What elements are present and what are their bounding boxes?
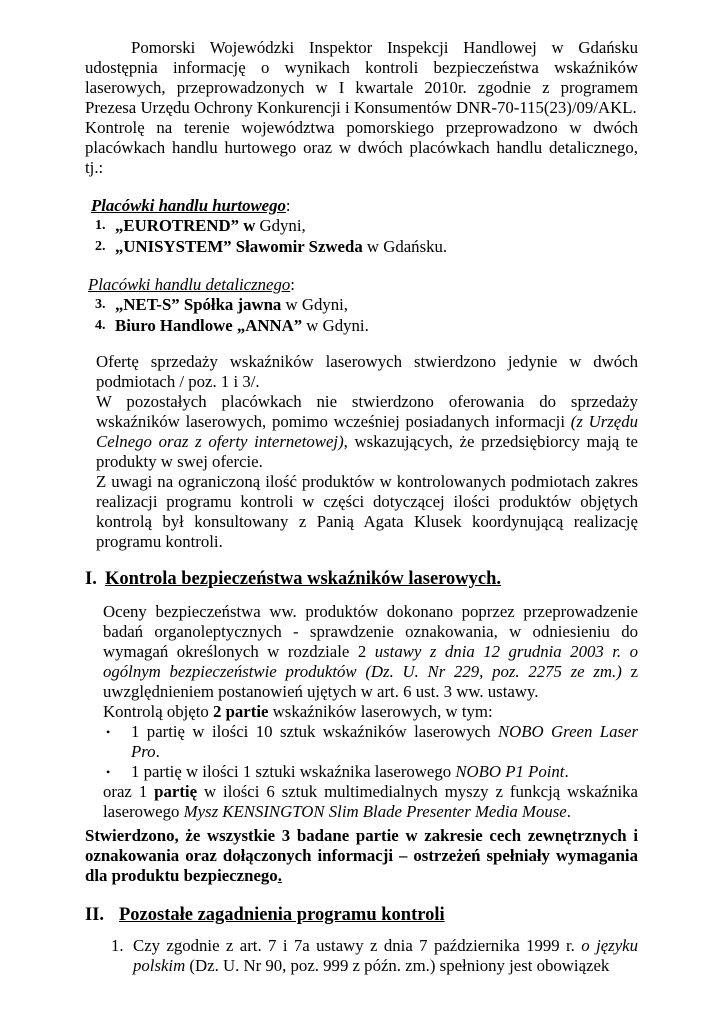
section-number: I. xyxy=(85,569,97,589)
text-run: Kontrolą objęto xyxy=(103,702,213,721)
list-number: 3. xyxy=(95,297,106,312)
wholesale-heading: Placówki handlu hurtowego xyxy=(91,196,286,215)
section-1-paragraph-3 xyxy=(103,782,638,822)
list-item xyxy=(85,295,638,316)
text-run: W pozostałych placówkach nie stwierdzono oferowania do sprzedaży wskaźników laserowych, pomimo wcześniej posiadanych informacji xyxy=(96,392,638,431)
bold-run: 2 partie xyxy=(213,702,269,721)
company-location: w Gdyni, xyxy=(281,295,348,314)
bold-run: partię xyxy=(154,782,198,801)
text-run: . xyxy=(566,802,571,821)
text-run: w ilości 6 sztuk multimedialnych myszy z funkcją wskaźnika laserowego xyxy=(103,782,638,821)
text-run: Stwierdzono, że wszystkie 3 badane partie w zakresie cech zewnętrznych i oznakowania oraz dołączonych informacji – ostrzeżeń spełniały wymagania dla produktu bezpiecznego xyxy=(85,826,638,885)
retail-heading-line xyxy=(85,275,638,295)
product-name: NOBO Green Laser Pro xyxy=(131,722,639,761)
text-run: oraz 1 xyxy=(103,782,155,801)
text-run: 1 partię w ilości 10 sztuk wskaźników laserowych xyxy=(131,722,498,741)
section-1-heading xyxy=(85,569,501,589)
company-location: w Gdańsku. xyxy=(362,237,448,256)
conclusion xyxy=(85,826,638,886)
text-run: . xyxy=(155,742,160,761)
company-location: w Gdyni. xyxy=(302,316,369,335)
findings-paragraph-1: Ofertę sprzedaży wskaźników laserowych stwierdzono jedynie w dwóch podmiotach / poz. 1 i 3/. xyxy=(96,352,638,391)
text-run: 1 partię w ilości 1 sztuki wskaźnika laserowego xyxy=(131,762,456,781)
text-run: , wskazujących, że przedsiębiorcy mają te produkty w swej ofercie. xyxy=(96,432,639,471)
list-item xyxy=(103,722,638,762)
retail-heading: Placówki handlu detalicznego xyxy=(88,275,291,294)
section-1-paragraph-2 xyxy=(103,702,638,722)
wholesale-heading-line xyxy=(85,196,638,216)
wholesale-section xyxy=(85,196,638,258)
list-number: 4. xyxy=(95,318,106,333)
findings-section xyxy=(96,352,638,552)
company-name: „NET-S” Spółka jawna xyxy=(115,295,282,314)
product-name: Mysz KENSINGTON Slim Blade Presenter Media Mouse xyxy=(183,802,567,821)
product-name: NOBO P1 Point xyxy=(455,762,565,781)
section-1-paragraph-1 xyxy=(103,602,638,702)
list-item xyxy=(85,316,638,337)
list-number: 2. xyxy=(95,239,106,254)
wholesale-heading-colon: : xyxy=(285,196,291,215)
text-run: . xyxy=(277,866,282,885)
text-run: Czy zgodnie z art. 7 i 7a ustawy z dnia 7 października 1999 r. xyxy=(133,936,582,955)
company-name: „UNISYSTEM” Sławomir Szweda xyxy=(115,237,363,256)
text-run: z uwzględnieniem postanowień ujętych w art. 6 ust. 3 ww. ustawy. xyxy=(103,662,638,701)
section-title: Kontrola bezpieczeństwa wskaźników laserowych. xyxy=(105,569,502,589)
findings-paragraph-3: Z uwagi na ograniczoną ilość produktów w kontrolowanych podmiotach zakres realizacji programu kontroli w części dotyczącej ilości produktów objętych kontrolą był konsultowany z Panią Agata Klusek koordynującą realizację programu kontroli. xyxy=(96,472,638,551)
retail-heading-colon: : xyxy=(290,275,295,294)
section-2-heading xyxy=(85,905,445,925)
section-2-body xyxy=(104,936,638,976)
intro-paragraph-1: Pomorski Wojewódzki Inspektor Inspekcji Handlowej w Gdańsku udostępnia informację o wynikach kontroli bezpieczeństwa wskaźników laserowych, przeprowadzonych w I kwartale 2010r. zgodnie z programem Prezesa Urzędu Ochrony Konkurencji i Konsumentów DNR-70-115(23)/09/AKL. xyxy=(85,38,638,117)
list-item xyxy=(85,216,638,237)
list-number: 1. xyxy=(95,218,106,233)
section-1-body xyxy=(103,602,638,822)
text-run: Oceny bezpieczeństwa ww. produktów dokonano poprzez przeprowadzenie badań organoleptycznych - sprawdzenie oznakowania, w odniesieniu do wymagań określonych w rozdziale 2 xyxy=(103,602,638,661)
company-name: „EUROTREND” w xyxy=(115,216,256,235)
bullet-icon: • xyxy=(106,725,111,739)
intro-paragraph-2: Kontrolę na terenie województwa pomorskiego przeprowadzono w dwóch placówkach handlu hurtowego oraz w dwóch placówkach handlu detalicznego, tj.: xyxy=(85,118,638,177)
retail-section xyxy=(85,275,638,337)
italic-run: o języku polskim xyxy=(133,936,638,975)
list-item xyxy=(104,936,638,976)
bullet-icon: • xyxy=(106,765,111,779)
list-item xyxy=(103,762,638,782)
text-run: (Dz. U. Nr 90, poz. 999 z późn. zm.) spełniony jest obowiązek xyxy=(185,956,610,975)
list-number: 1. xyxy=(111,936,124,955)
list-item xyxy=(85,237,638,258)
conclusion-paragraph xyxy=(85,826,638,886)
italic-run: (z Urzędu Celnego oraz z oferty internetowej) xyxy=(96,412,638,451)
text-run: . xyxy=(564,762,569,781)
section-number: II. xyxy=(85,905,105,925)
intro-section xyxy=(85,38,638,178)
italic-run: ustawy z dnia 12 grudnia 2003 r. o ogólnym bezpieczeństwie produktów (Dz. U. Nr 229, poz. 2275 ze zm.) xyxy=(103,642,638,681)
company-location: Gdyni, xyxy=(255,216,306,235)
company-name: Biuro Handlowe „ANNA” xyxy=(115,316,303,335)
findings-paragraph-2 xyxy=(96,392,638,472)
text-run: wskaźników laserowych, w tym: xyxy=(268,702,493,721)
section-title: Pozostałe zagadnienia programu kontroli xyxy=(119,905,445,925)
